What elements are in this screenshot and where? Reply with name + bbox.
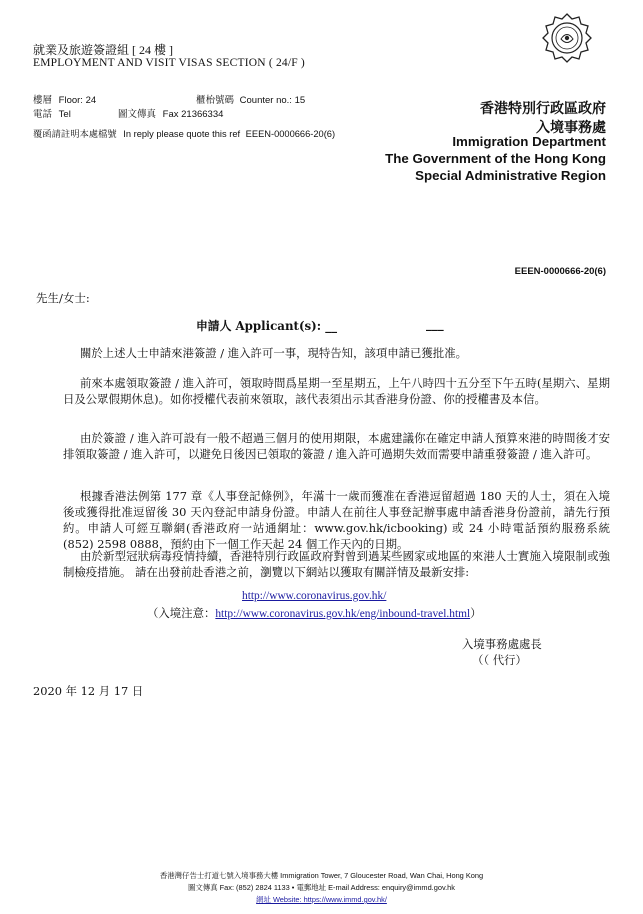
footer-website [0,894,643,905]
reference-number: EEEN-0000666-20(6) [245,129,336,139]
section-title-zh: 就業及旅遊簽證組 [ 24 樓 ] [33,43,173,57]
section-title-en: EMPLOYMENT AND VISIT VISAS SECTION ( 24/F ) [33,57,305,69]
floor-label: 樓層 [33,95,53,106]
tel-label: 電話 [33,109,53,120]
fax-label: 圖文傳真 [118,109,157,120]
inbound-travel-url[interactable]: http://www.coronavirus.gov.hk/eng/inbound-travel.html [215,608,471,620]
coronavirus-url[interactable]: http://www.coronavirus.gov.hk/ [242,590,387,602]
fax-row [118,106,223,120]
government-line-en: The Government of the Hong Kong [385,151,606,166]
government-name-zh: 香港特別行政區政府 [480,101,606,117]
inbound-travel-line [147,605,482,621]
applicant-label: 申請人 Applicant(s): __ [196,319,338,333]
paragraph-collection: 前來本處領取簽證 / 進入許可，領取時間爲星期一至星期五，上午八時四十五分至下午五時(星期六、星期日及公眾假期休息)。如你授權代表前來領取，該代表須出示其香港身份證、你的授權書及本信。 [63,376,610,406]
paragraph-covid: 由於新型冠狀病毒疫情持續，香港特別行政區政府對曾到過某些國家或地區的來港人士實施入境限制或強制檢疫措施。 請在出發前赴香港之前，瀏覽以下網站以獲取有關詳情及最新安排: [63,549,610,579]
inbound-suffix: ） [470,608,482,620]
counter-label: 櫃枱號碼 [196,95,235,106]
region-line-en: Special Administrative Region [415,168,606,183]
tel-row [33,106,71,120]
reference-row [33,126,335,140]
paragraph-approval: 關於上述人士申請來港簽證 / 進入許可一事，現特告知，該項申請已獲批准。 [80,346,467,360]
salutation: 先生/女士: [36,291,90,305]
department-name-zh: 入境事務處 [536,120,606,136]
applicant-trail: ___ [426,317,444,331]
tel-value: Tel [58,109,71,120]
letter-date: 2020 年 12 月 17 日 [33,684,144,698]
footer-contact: 圖文傳真 Fax: (852) 2824 1133 • 電郵地址 E-mail Address: enquiry@immd.gov.hk [188,883,455,892]
floor-row [33,92,96,106]
inbound-prefix: （入境注意： [147,608,216,620]
department-name-en: Immigration Department [452,134,606,149]
immigration-emblem-icon [541,12,593,64]
reference-label: 覆函請註明本處檔號 [33,129,117,139]
reference-number-right: EEEN-0000666-20(6) [514,266,606,277]
signatory-proxy: （（ 代行） [472,653,527,667]
paragraph-registration: 根據香港法例第 177 章《人事登記條例》，年滿十一歲而獲准在香港逗留超過 180 天的人士，須在入境後或獲得批准逗留後 30 天內登記申請身份證。申請人在前往人事登記辦事處申請香港身份證前，請先行預約。申請人可經互聯網(香港政府一站通網址：www.gov.hk/icbooking) 或 24 小時電話預約服務系統 (852) 2598 0888，預約由下一個工作天起 24 個工作天內的日期。 [63,489,610,551]
fax-value: Fax 21366334 [162,109,224,120]
reference-text: In reply please quote this ref [123,129,241,139]
floor-value: Floor: 24 [58,95,97,106]
counter-row [196,92,305,106]
signatory-title: 入境事務處處長 [462,637,542,651]
footer-address: 香港灣仔告士打道七號入境事務大樓 Immigration Tower, 7 Gloucester Road, Wan Chai, Hong Kong [159,871,484,880]
paragraph-validity: 由於簽證 / 進入許可設有一般不超過三個月的使用期限，本處建議你在確定申請人預算來港的時間後才安排領取簽證 / 進入許可，以避免日後因已領取的簽證 / 進入許可過期失效而需要申請重發簽證 / 進入許可。 [63,431,610,461]
coronavirus-link[interactable] [242,590,386,602]
footer-website-link[interactable]: 網址 Website: https://www.immd.gov.hk/ [256,895,387,904]
counter-value: Counter no.: 15 [239,95,306,106]
